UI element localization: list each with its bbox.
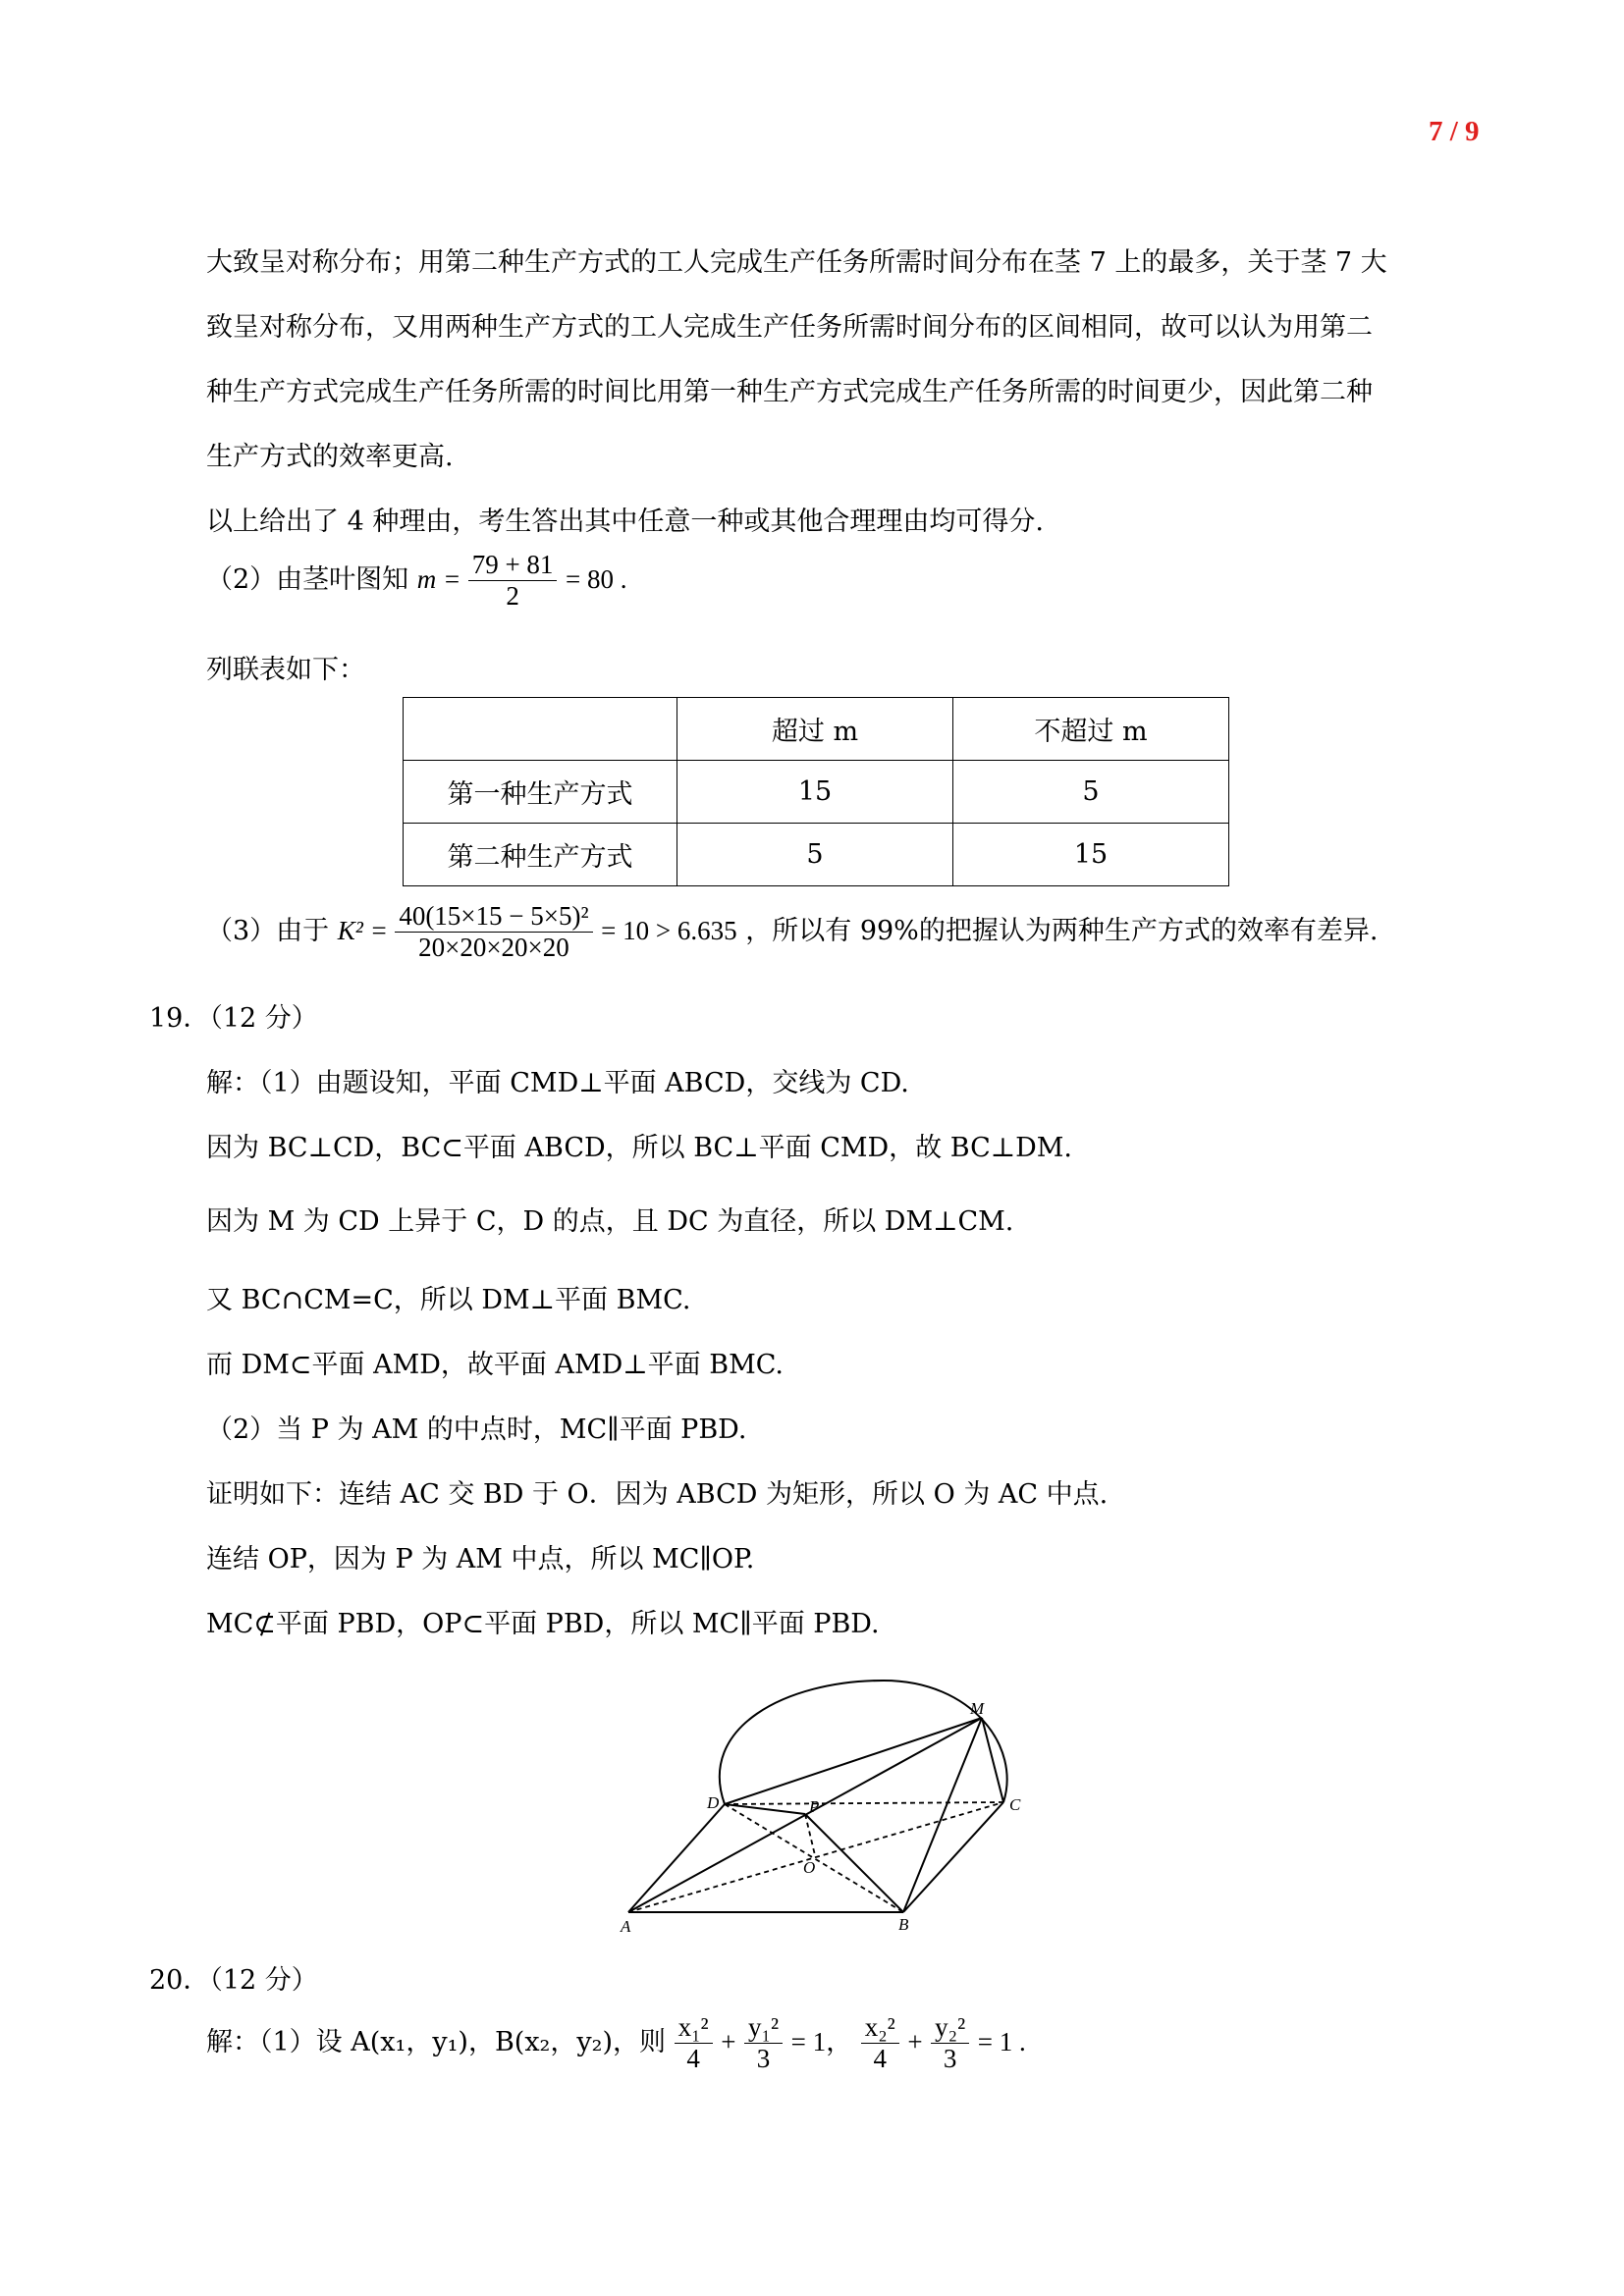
paragraph-line: 种生产方式完成生产任务所需的时间比用第一种生产方式完成生产任务所需的时间更少，因此第二种: [206, 377, 1373, 407]
paragraph-line: 大致呈对称分布；用第二种生产方式的工人完成生产任务所需时间分布在茎 7 上的最多，关于茎 7 大: [206, 247, 1387, 278]
q19-line: 证明如下：连结 AC 交 BD 于 O．因为 ABCD 为矩形，所以 O 为 AC 中点.: [206, 1479, 1109, 1510]
fraction: $\frac{\text{y₁²}}{3}$: [744, 2012, 783, 2074]
part2-result: = 80 .: [566, 564, 627, 595]
semicircle-arc: [720, 1681, 1007, 1804]
paragraph-line: 致呈对称分布，又用两种生产方式的工人完成生产任务所需时间分布的区间相同，故可以认为用第二: [206, 312, 1373, 343]
edge-ad: [628, 1804, 725, 1912]
eq2-rhs: = 1 .: [977, 2027, 1026, 2057]
table-cell: 超过 m: [677, 698, 953, 761]
contingency-table: [403, 697, 1229, 886]
diag-ac: [628, 1802, 1003, 1912]
label-d: D: [707, 1793, 720, 1812]
fraction: $\frac{\text{y₂²}}{3}$: [931, 2012, 969, 2074]
geometry-figure: [609, 1669, 1041, 1934]
part3-tail: ，所以有 99%的把握认为两种生产方式的效率有差异.: [745, 916, 1379, 947]
edge-bm: [903, 1718, 982, 1912]
table-row: [404, 824, 1229, 886]
page-number: 7 / 9: [1429, 116, 1480, 147]
part3-result: = 10 > 6.635: [601, 916, 737, 946]
label-b: B: [898, 1915, 909, 1934]
q19-line: MC⊄平面 PBD，OP⊂平面 PBD，所以 MC∥平面 PBD.: [206, 1609, 880, 1639]
label-a: A: [621, 1917, 631, 1934]
edge-dc-hidden: [725, 1802, 1003, 1804]
label-m: M: [970, 1699, 985, 1718]
paragraph-line: 以上给出了 4 种理由，考生答出其中任意一种或其他合理理由均可得分.: [206, 507, 1044, 537]
q20-prefix: 解：（1）设 A(x₁，y₁)，B(x₂，y₂)，则: [206, 2027, 666, 2058]
table-intro: 列联表如下：: [206, 655, 365, 685]
q19-line: 又 BC∩CM=C，所以 DM⊥平面 BMC.: [206, 1285, 691, 1315]
k-squared: K²: [337, 916, 363, 946]
label-p: P: [809, 1797, 820, 1816]
fraction: $\frac{\text{40(15×15 − 5×5)²}}{20\times 20\times 20\times 20}$: [395, 901, 592, 963]
edge-dp: [725, 1804, 805, 1814]
q20-line: 解：（1）设 A(x₁，y₁)，B(x₂，y₂)，则 $\frac{\text{x₁²}}{4}$ + $\frac{\text{y₁²}}{3}$ = 1， $\frac{\text{x₂²}}{4}$ + $\frac{\text{y₂²}}{3}$ = 1 .: [206, 2012, 1026, 2074]
part2-line: （2）由茎叶图知 m = $\frac{79 + 81}{2}$ = 80 .: [206, 550, 627, 612]
fraction: $\frac{79 + 81}{2}$: [468, 550, 558, 612]
edge-mc: [982, 1718, 1003, 1802]
table-cell: 5: [677, 824, 953, 886]
q19-line: 因为 M 为 CD 上异于 C，D 的点，且 DC 为直径，所以 DM⊥CM.: [206, 1206, 1014, 1237]
part3-line: （3）由于 K² = $\frac{\text{40(15×15 − 5×5)²}}{20\times 20\times 20\times 20}$ = 10 > 6.635 ，所以有 99%的把握认为两种生产方式的效率有差异.: [206, 901, 1379, 963]
fraction: $\frac{\text{x₂²}}{4}$: [861, 2012, 899, 2074]
q19-line: 因为 BC⊥CD，BC⊂平面 ABCD，所以 BC⊥平面 CMD，故 BC⊥DM.: [206, 1133, 1072, 1163]
var-m: m: [416, 564, 437, 595]
fraction: $\frac{\text{x₁²}}{4}$: [675, 2012, 713, 2074]
table-cell: [404, 698, 677, 761]
table-header-row: [404, 698, 1229, 761]
q19-line: 而 DM⊂平面 AMD，故平面 AMD⊥平面 BMC.: [206, 1350, 784, 1380]
table-cell: 15: [677, 761, 953, 824]
q19-line: （2）当 P 为 AM 的中点时，MC∥平面 PBD.: [206, 1415, 747, 1445]
edge-bc: [903, 1802, 1003, 1912]
q19-line: 连结 OP，因为 P 为 AM 中点，所以 MC∥OP.: [206, 1544, 755, 1575]
table-row: [404, 761, 1229, 824]
q19-header: 19．（12 分）: [149, 1003, 318, 1034]
figure-svg: [609, 1669, 1041, 1934]
table-cell: 第二种生产方式: [404, 824, 677, 886]
label-c: C: [1009, 1795, 1021, 1814]
table-cell: 5: [953, 761, 1229, 824]
table-cell: 15: [953, 824, 1229, 886]
table-cell: 第一种生产方式: [404, 761, 677, 824]
part3-prefix: （3）由于: [206, 916, 330, 947]
eq1-rhs: = 1，: [790, 2027, 853, 2057]
label-o: O: [803, 1858, 816, 1877]
paragraph-line: 生产方式的效率更高.: [206, 442, 454, 472]
table-cell: 不超过 m: [953, 698, 1229, 761]
q20-header: 20．（12 分）: [149, 1965, 318, 1996]
edge-pb: [805, 1814, 903, 1912]
part2-prefix: （2）由茎叶图知: [206, 564, 409, 596]
edge-dm: [725, 1718, 982, 1804]
q19-line: 解：（1）由题设知，平面 CMD⊥平面 ABCD，交线为 CD.: [206, 1068, 909, 1098]
